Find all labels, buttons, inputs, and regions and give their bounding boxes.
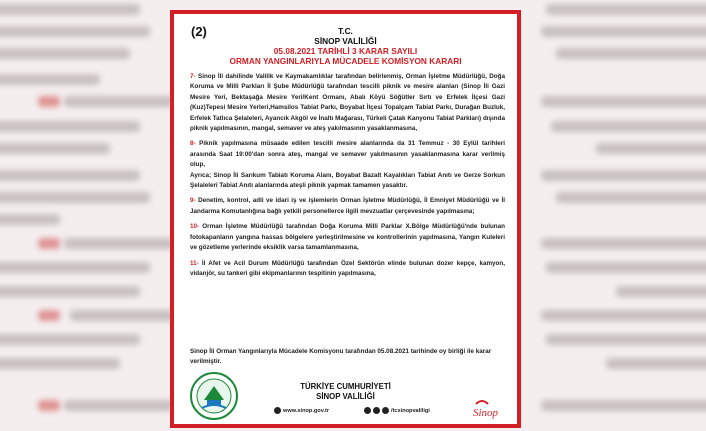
header-governorship: SİNOP VALİLİĞİ	[314, 36, 377, 46]
website-link[interactable]: www.sinop.gov.tr	[274, 407, 329, 414]
globe-icon	[274, 407, 281, 414]
document-header	[174, 26, 517, 66]
page-number: (2)	[191, 24, 207, 39]
decision-item-8-extra: Ayrıca; Sinop İli Sarıkum Tabiatı Koruma Alanı, Boyabat Bazalt Kayalıkları Tabiat Anıtı ve Gerze Sorkun Şelaleleri Tabiat Anıtı alanlarında ateşli piknik yapmak tamamen yasaktır.	[190, 171, 505, 190]
decision-body	[190, 72, 505, 279]
decision-item-11: 11- İl Afet ve Acil Durum Müdürlüğü tarafından Özel Sektörün elinde bulunan dozer kepçe, kamyon, vidanjör, su tankeri gibi ekipmanlarının tespitinin yapılmasına,	[190, 259, 505, 277]
signature-line-1: TÜRKİYE CUMHURİYETİ	[300, 382, 391, 391]
header-decision-title: ORMAN YANGINLARIYLA MÜCADELE KOMİSYON KARARI	[229, 56, 462, 66]
svg-text:Sinop: Sinop	[473, 407, 499, 419]
decision-item-9: 9- Denetim, kontrol, adli ve idari iş ve işlemlerin Orman İşletme Müdürlüğü, İl Emniyet Müdürlüğü ve İl Jandarma Komutanlığına bağlı yetkili personellerce ilgili mevzuatlar çerçevesinde yapılmasına;	[190, 197, 505, 215]
decision-item-10: 10- Orman İşletme Müdürlüğü tarafından Doğa Koruma Milli Parklar X.Bölge Müdürlüğü'nde bulunan fotokapanların yangına hassas bölgelere yerleştirilmesine ve kontrollerinin yapılmasına, Yangın Kuleleri ve gözetleme yerlerinde eksiklik varsa tamamlanmasına,	[190, 223, 505, 252]
decision-item-7: 7- Sinop İli dahilinde Valilik ve Kaymakamlıklar tarafından belirlenmiş, Orman İşletme Müdürlüğü, Doğa Koruma ve Milli Parkları İl Şube Müdürlüğü tarafından tescilli piknik ve mesire alanları (Sinop İli Gazi Mesire Yeri, Bektaşağa Mesire Yeri/Kent Ormanı, Abalı Köyü Söğütler Sırtı ve Erfelek İlçesi Gazi (Kuz)Tepesi Mesire Yerleri,Hamsilos Tabiat Parkı, Boyabat İlçesi Topalçam Tabiat Parkı, Durağan Buzluk, Erfelek Tatlıca Şelaleleri, Ayancık Akgöl ve İnaltı Mağarası, Türkeli Çatak Kanyonu Tabiat Parkları) dışında piknik yapılmasının, mangal, semaver ve ateş yakılmasının yasaklanmasına,	[190, 73, 505, 133]
blurred-background-right	[521, 0, 706, 431]
social-handle[interactable]: /tcsinopvaliligi	[364, 407, 430, 414]
sinop-brand-logo	[470, 396, 510, 422]
governorship-seal-icon	[190, 372, 238, 420]
twitter-icon	[373, 407, 380, 414]
header-decision-number: 05.08.2021 TARİHLİ 3 KARAR SAYILI	[273, 46, 418, 56]
blurred-background-left	[0, 0, 170, 431]
header-tc: T.C.	[338, 26, 353, 36]
decision-item-8: 8- Piknik yapılmasına müsaade edilen tescilli mesire alanlarında da 31 Temmuz - 30 Eylül tarihleri arasında Saat 19:00'dan sonra ateş, mangal ve semaver yakılmasının yasaklanmasına karar verilmiş olup,	[190, 140, 505, 169]
decision-document	[170, 10, 521, 428]
closing-statement: Sinop İli Orman Yangınlarıyla Mücadele Komisyonu tarafından 05.08.2021 tarihinde oy birliği ile karar verilmiştir.	[190, 348, 492, 366]
signature-line-2: SİNOP VALİLİĞİ	[316, 392, 375, 401]
instagram-icon	[382, 407, 389, 414]
facebook-icon	[364, 407, 371, 414]
